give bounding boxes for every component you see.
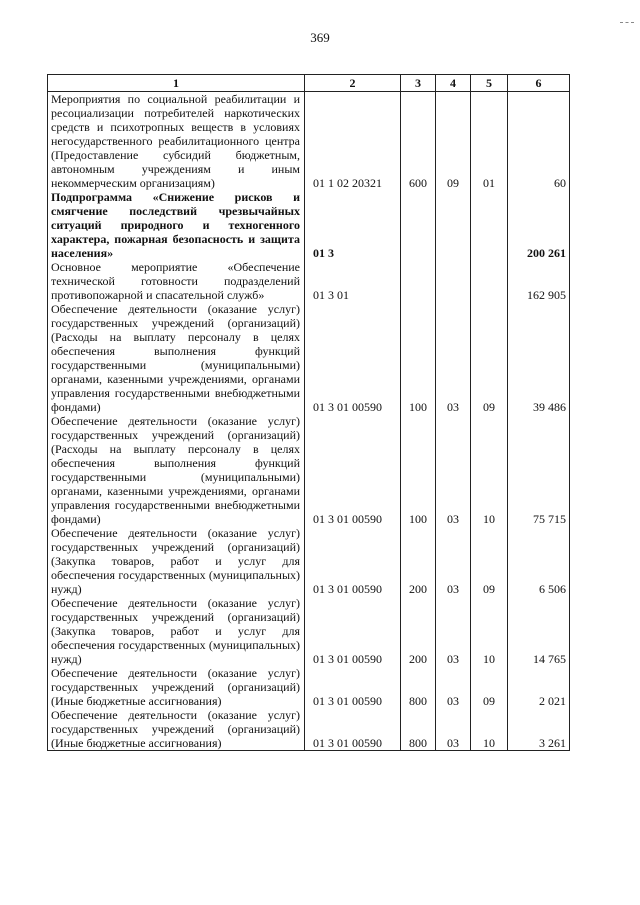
row-amount-cell: 60 [508,92,570,191]
table-row [48,260,570,302]
column-header-amount: 6 [508,75,570,92]
row-expense-type-cell: 200 [401,596,436,666]
row-amount-cell: 75 715 [508,414,570,526]
row-code-cell: 01 3 01 00590 [305,708,401,751]
row-subsection-cell: 01 [471,92,508,191]
column-header-name: 1 [48,75,305,92]
row-section-cell: 03 [436,666,471,708]
table-row [48,414,570,526]
column-header-section: 4 [436,75,471,92]
row-amount-cell: 2 021 [508,666,570,708]
row-expense-type-cell: 800 [401,708,436,751]
row-subsection-cell [471,190,508,260]
row-subsection-cell: 09 [471,526,508,596]
row-amount-cell: 200 261 [508,190,570,260]
row-name-cell: Обеспечение деятельности (оказание услуг) государственных учреждений (организаций) (Иные бюджетные ассигнования) [48,708,305,751]
row-amount-cell: 14 765 [508,596,570,666]
row-expense-type-cell: 200 [401,526,436,596]
row-expense-type-cell: 100 [401,414,436,526]
row-name-cell: Обеспечение деятельности (оказание услуг) государственных учреждений (организаций) (Иные бюджетные ассигнования) [48,666,305,708]
column-header-code: 2 [305,75,401,92]
row-subsection-cell: 10 [471,596,508,666]
row-subsection-cell: 09 [471,666,508,708]
row-code-cell: 01 3 [305,190,401,260]
row-subsection-cell: 10 [471,708,508,751]
row-name-cell: Обеспечение деятельности (оказание услуг) государственных учреждений (организаций) (Закупка товаров, работ и услуг для обеспечения государственных (муниципальных) нужд) [48,596,305,666]
row-expense-type-cell: 100 [401,302,436,414]
row-code-cell: 01 1 02 20321 [305,92,401,191]
table-row [48,302,570,414]
row-section-cell: 03 [436,708,471,751]
table-row [48,666,570,708]
row-section-cell [436,260,471,302]
row-amount-cell: 3 261 [508,708,570,751]
column-header-subsection: 5 [471,75,508,92]
row-section-cell: 03 [436,526,471,596]
row-amount-cell: 6 506 [508,526,570,596]
table-row [48,92,570,191]
table-row [48,526,570,596]
row-name-cell: Мероприятия по социальной реабилитации и ресоциализации потребителей наркотических средств и психотропных веществ в условиях негосударственного реабилитационного центра (Предоставление субсидий бюджетным, автономным учреждениям и иным некоммерческим организациям) [48,92,305,191]
row-section-cell: 03 [436,302,471,414]
row-code-cell: 01 3 01 00590 [305,666,401,708]
row-amount-cell: 162 905 [508,260,570,302]
budget-table [47,74,570,751]
column-header-expense-type: 3 [401,75,436,92]
row-expense-type-cell: 600 [401,92,436,191]
row-section-cell: 03 [436,596,471,666]
row-name-cell: Подпрограмма «Снижение рисков и смягчение последствий чрезвычайных ситуаций природного и техногенного характера, пожарная безопасность и защита населения» [48,190,305,260]
row-name-cell: Обеспечение деятельности (оказание услуг) государственных учреждений (организаций) (Закупка товаров, работ и услуг для обеспечения государственных (муниципальных) нужд) [48,526,305,596]
table-header-row [48,75,570,92]
row-expense-type-cell: 800 [401,666,436,708]
page-number: 369 [310,30,330,45]
row-section-cell: 03 [436,414,471,526]
row-expense-type-cell [401,190,436,260]
table-body [48,92,570,751]
row-section-cell: 09 [436,92,471,191]
row-code-cell: 01 3 01 00590 [305,302,401,414]
row-code-cell: 01 3 01 00590 [305,526,401,596]
table-row [48,596,570,666]
row-expense-type-cell [401,260,436,302]
row-code-cell: 01 3 01 00590 [305,414,401,526]
row-subsection-cell [471,260,508,302]
table-row [48,190,570,260]
row-section-cell [436,190,471,260]
row-subsection-cell: 09 [471,302,508,414]
row-code-cell: 01 3 01 00590 [305,596,401,666]
row-name-cell: Обеспечение деятельности (оказание услуг) государственных учреждений (организаций) (Расходы на выплату персоналу в целях обеспечения выполнения функций государственными (муниципальными) органами, казенными учреждениями, органами управления государственными внебюджетными фондами) [48,414,305,526]
row-name-cell: Обеспечение деятельности (оказание услуг) государственных учреждений (организаций) (Расходы на выплату персоналу в целях обеспечения выполнения функций государственными (муниципальными) органами, казенными учреждениями, органами управления государственными внебюджетными фондами) [48,302,305,414]
table-row [48,708,570,751]
row-name-cell: Основное мероприятие «Обеспечение технической готовности подразделений противопожарной и спасательной служб» [48,260,305,302]
row-subsection-cell: 10 [471,414,508,526]
row-code-cell: 01 3 01 [305,260,401,302]
row-amount-cell: 39 486 [508,302,570,414]
